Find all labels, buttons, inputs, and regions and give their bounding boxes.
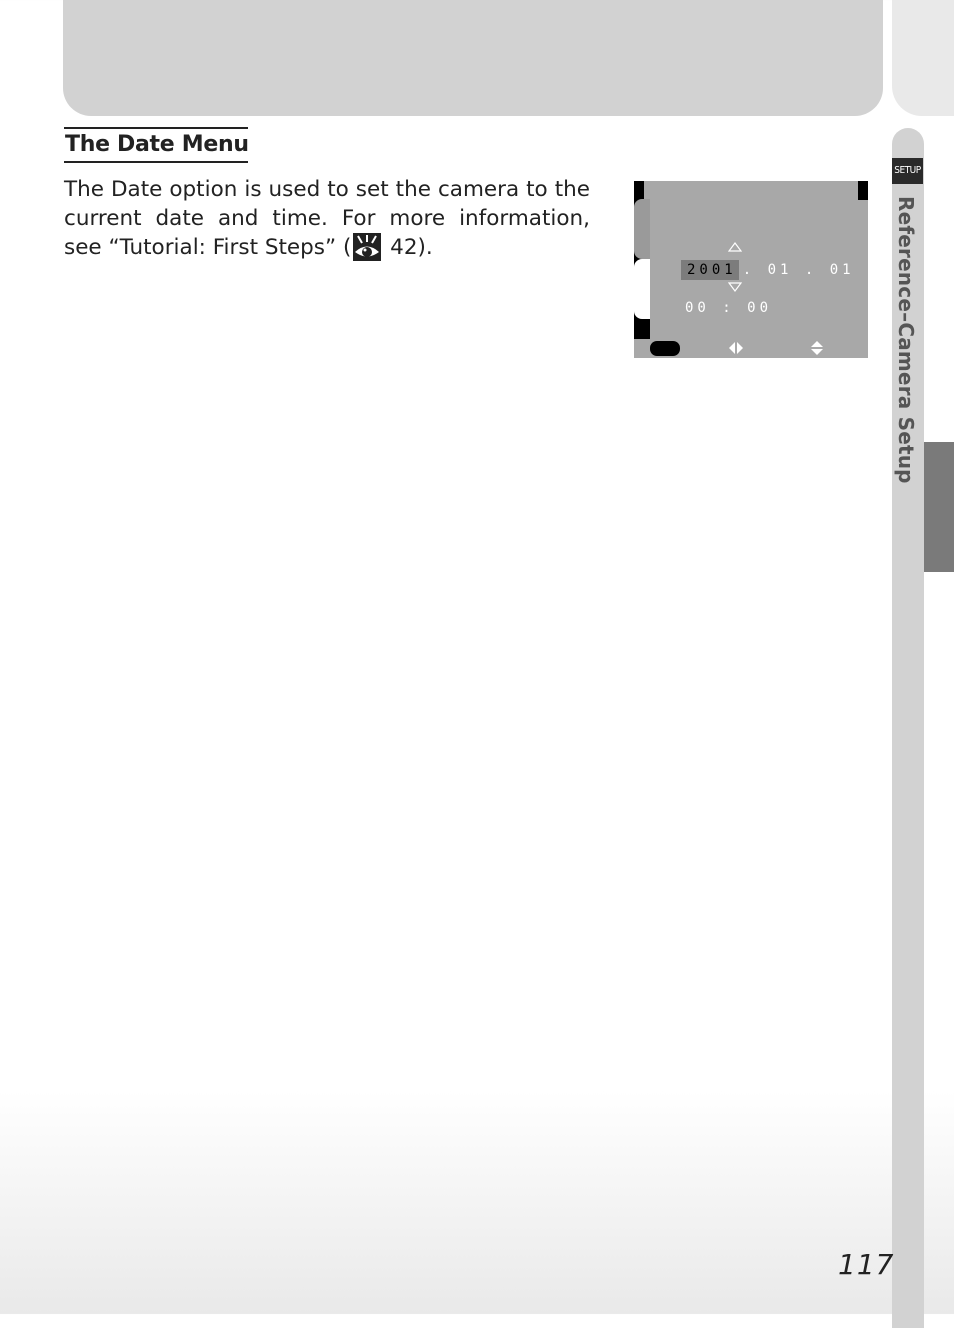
date-row	[681, 260, 855, 280]
screen-footer	[634, 339, 868, 358]
eye-icon	[353, 233, 381, 261]
camera-screen	[634, 181, 868, 358]
chapter-title: Reference–Camera Setup	[894, 196, 918, 484]
body-text-start: The Date option is used to set the camera to the current date and time. For more information, see “Tutorial: First Steps” (	[64, 177, 590, 260]
left-right-arrows-icon	[729, 341, 743, 355]
page-number: 117	[838, 1248, 895, 1281]
date-month-day: . 01 . 01	[742, 262, 855, 278]
time-row: 00 : 00	[685, 300, 773, 316]
header-bar	[63, 0, 883, 116]
body-text-end: 42).	[383, 235, 433, 260]
date-year-field[interactable]: 2001	[681, 260, 739, 280]
menu-button-icon	[650, 341, 680, 356]
screen-titlebar	[644, 181, 858, 200]
chapter-marker	[924, 442, 954, 572]
screen-tab-top	[634, 199, 650, 259]
arrow-down-icon	[728, 282, 742, 292]
arrow-up-icon	[728, 242, 742, 252]
screen-tab-bottom	[634, 259, 650, 319]
section-heading: The Date Menu	[64, 127, 248, 163]
corner-tab	[892, 0, 954, 116]
setup-badge: SETUP	[892, 158, 923, 184]
body-paragraph	[64, 175, 590, 262]
up-down-arrows-icon	[810, 341, 824, 355]
